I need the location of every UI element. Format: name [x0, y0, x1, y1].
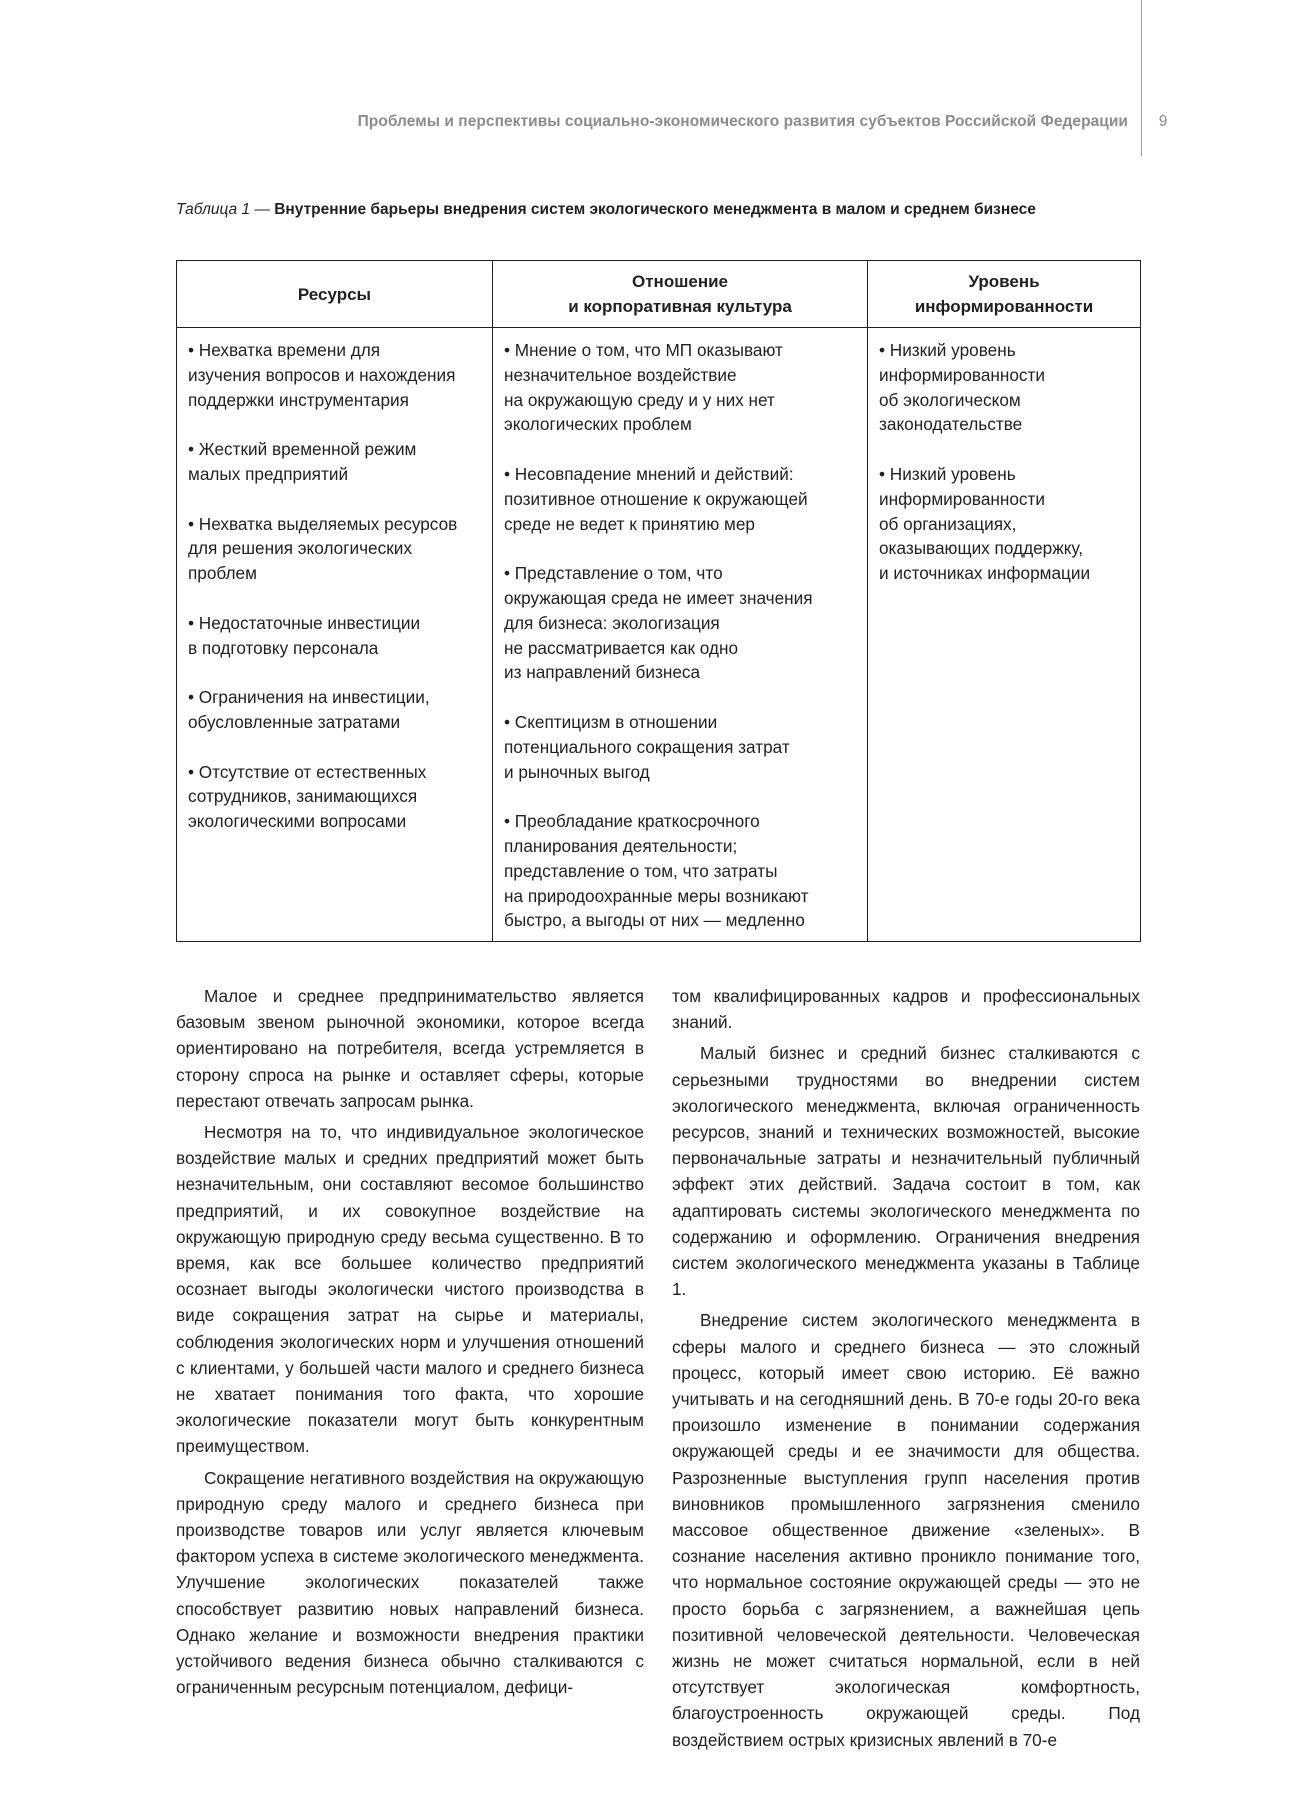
- cell-attitude-culture: [493, 328, 868, 942]
- table-header-row: [177, 261, 1141, 328]
- cell-awareness: [868, 328, 1141, 942]
- paragraph: Внедрение систем экологического менеджмента в сферы малого и среднего бизнеса — это сложный процесс, который имеет свою историю. Её важно учитывать и на сегодняшний день. В 70-е годы 20-го века произошло изменение в понимании содержания окружающей среды и ее значимости для общества. Разрозненные выступления групп населения против виновников промышленного загрязнения сменило массовое общественное движение «зеленых». В сознание населения активно проникло понимание того, что нормальное состояние окружающей среды — это не просто борьба с загрязнением, а важнейшая цепь позитивной человеческой деятельности. Человеческая жизнь не может считаться нормальной, если в ней отсутствует экологическая комфортность, благоустроенность окружающей среды. Под воздействием острых кризисных явлений в 70-е: [672, 1310, 1140, 1750]
- list-item: • Отсутствие от естественных сотрудников, занимающихся экологическими вопросами: [188, 761, 427, 832]
- table-caption: [176, 201, 1136, 219]
- table-row: [177, 328, 1141, 942]
- table-caption-title: Внутренние барьеры внедрения систем экологического менеджмента в малом и среднем бизнесе: [274, 201, 1036, 218]
- header-resources: Ресурсы: [177, 261, 493, 328]
- list-item: • Мнение о том, что МП оказывают незначительное воздействие на окружающую среду и у них нет экологических проблем: [504, 340, 783, 435]
- list-item: • Несовпадение мнений и действий: позитивное отношение к окружающей среде не ведет к принятию мер: [504, 463, 808, 534]
- body-column-right: [672, 983, 1140, 1758]
- list-item: • Низкий уровень информированности об организациях, оказывающих поддержку, и источниках информации: [879, 463, 1091, 584]
- paragraph: Сокращение негативного воздействия на окружающую природную среду малого и среднего бизнеса при производстве товаров или услуг является ключевым фактором успеха в системе экологического менеджмента. Улучшение экологических показателей также способствует развитию новых направлений бизнеса. Однако желание и возможности внедрения практики устойчивого ведения бизнеса обычно сталкиваются с ограниченным ресурсным потенциалом, дефици-: [176, 1467, 644, 1698]
- header-awareness: Уровень информированности: [868, 261, 1141, 328]
- list-item: • Нехватка времени для изучения вопросов и нахождения поддержки инструментария: [188, 340, 456, 410]
- cell-resources: [177, 328, 493, 942]
- list-item: • Низкий уровень информированности об экологическом законодательстве: [879, 340, 1045, 435]
- list-item: • Представление о том, что окружающая среда не имеет значения для бизнеса: экологизация не рассматривается как одно из направлений бизнеса: [504, 563, 813, 683]
- paragraph: том квалифицированных кадров и профессиональных знаний.: [672, 986, 1140, 1033]
- header-divider-line: [1141, 0, 1142, 156]
- page-number: 9: [1158, 113, 1168, 130]
- table-caption-label: Таблица 1 —: [176, 201, 270, 218]
- list-item: • Ограничения на инвестиции, обусловленные затратами: [188, 687, 430, 732]
- list-item: • Жесткий временной режим малых предприятий: [188, 439, 417, 484]
- list-item: • Недостаточные инвестиции в подготовку персонала: [188, 612, 421, 658]
- header-attitude-culture: Отношение и корпоративная культура: [493, 261, 868, 328]
- body-column-left: [176, 983, 644, 1705]
- list-item: • Скептицизм в отношении потенциального сокращения затрат и рыночных выгод: [504, 711, 790, 782]
- paragraph: Малое и среднее предпринимательство является базовым звеном рыночной экономики, которое всегда ориентировано на потребителя, всегда устремляется в сторону спроса на рынке и оставляет сферы, которые перестают отвечать запросам рынка.: [176, 986, 644, 1111]
- barriers-table: [176, 260, 1141, 942]
- paragraph: Малый бизнес и средний бизнес сталкиваются с серьезными трудностями во внедрении систем экологического менеджмента, включая ограниченность ресурсов, знаний и технических возможностей, высокие первоначальные затраты и незначительный публичный эффект этих действий. Задача состоит в том, как адаптировать системы экологического менеджмента по содержанию и оформлению. Ограничения внедрения систем экологического менеджмента указаны в Таблице 1.: [672, 1043, 1140, 1300]
- list-item: • Преобладание краткосрочного планирования деятельности; представление о том, что затраты на природоохранные меры возникают быстро, а выгоды от них — медленно: [504, 811, 809, 931]
- running-title: Проблемы и перспективы социально-экономического развития субъектов Российской Федерации: [357, 113, 1128, 130]
- list-item: • Нехватка выделяемых ресурсов для решения экологических проблем: [188, 513, 458, 584]
- paragraph: Несмотря на то, что индивидуальное экологическое воздействие малых и средних предприятий может быть незначительным, они составляют весомое большинство предприятий, и их совокупное воздействие на окружающую природную среду весьма существенно. В то время, как все большее количество предприятий осознает выгоды экологически чистого производства в виде сокращения затрат на сырье и материалы, соблюдения экологических норм и улучшения отношений с клиентами, у большей части малого и среднего бизнеса не хватает понимания того факта, что хорошие экологические показатели могут быть конкурентным преимуществом.: [176, 1122, 644, 1457]
